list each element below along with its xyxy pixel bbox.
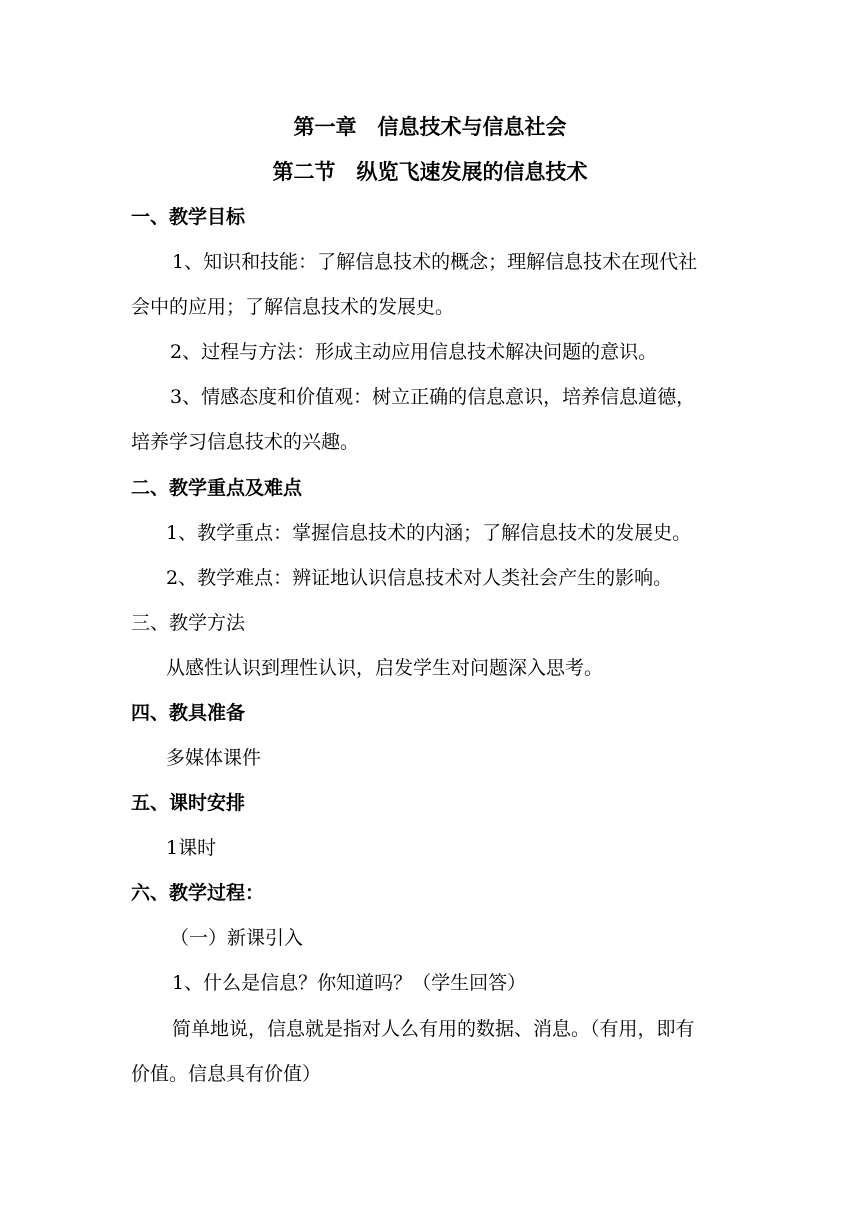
paragraph-line: 多媒体课件 — [166, 747, 262, 769]
paragraph-line: 1、什么是信息？你知道吗？（学生回答） — [172, 972, 527, 994]
paragraph-line: 培养学习信息技术的兴趣。 — [131, 431, 360, 453]
paragraph-line: 价值。信息具有价值） — [131, 1063, 322, 1085]
paragraph-line: 2、过程与方法：形成主动应用信息技术解决问题的意识。 — [170, 341, 658, 363]
paragraph-line: 2、教学难点：辨证地认识信息技术对人类社会产生的影响。 — [166, 567, 673, 589]
paragraph-line: 1、知识和技能：了解信息技术的概念；理解信息技术在现代社 — [172, 251, 698, 273]
paragraph-line: 从感性认识到理性认识，启发学生对问题深入思考。 — [166, 657, 604, 679]
paragraph-line: 1课时 — [166, 837, 217, 859]
section-heading-process: 六、教学过程： — [131, 882, 265, 904]
paragraph-line: 3、情感态度和价值观：树立正确的信息意识，培养信息道德， — [170, 386, 696, 408]
section-heading-methods: 三、教学方法 — [131, 612, 246, 634]
paragraph-line: 简单地说，信息就是指对人么有用的数据、消息。（有用，即有 — [172, 1018, 695, 1040]
chapter-title: 第一章 信息技术与信息社会 — [293, 115, 567, 139]
section-heading-objectives: 一、教学目标 — [131, 206, 246, 228]
paragraph-line: （一）新课引入 — [170, 927, 304, 949]
section-heading-key-points: 二、教学重点及难点 — [131, 477, 303, 499]
paragraph-line: 1、教学重点：掌握信息技术的内涵；了解信息技术的发展史。 — [166, 522, 692, 544]
section-heading-schedule: 五、课时安排 — [131, 792, 246, 814]
paragraph-line: 会中的应用；了解信息技术的发展史。 — [131, 296, 455, 318]
section-heading-materials: 四、教具准备 — [131, 702, 246, 724]
section-title: 第二节 纵览飞速发展的信息技术 — [272, 160, 588, 184]
